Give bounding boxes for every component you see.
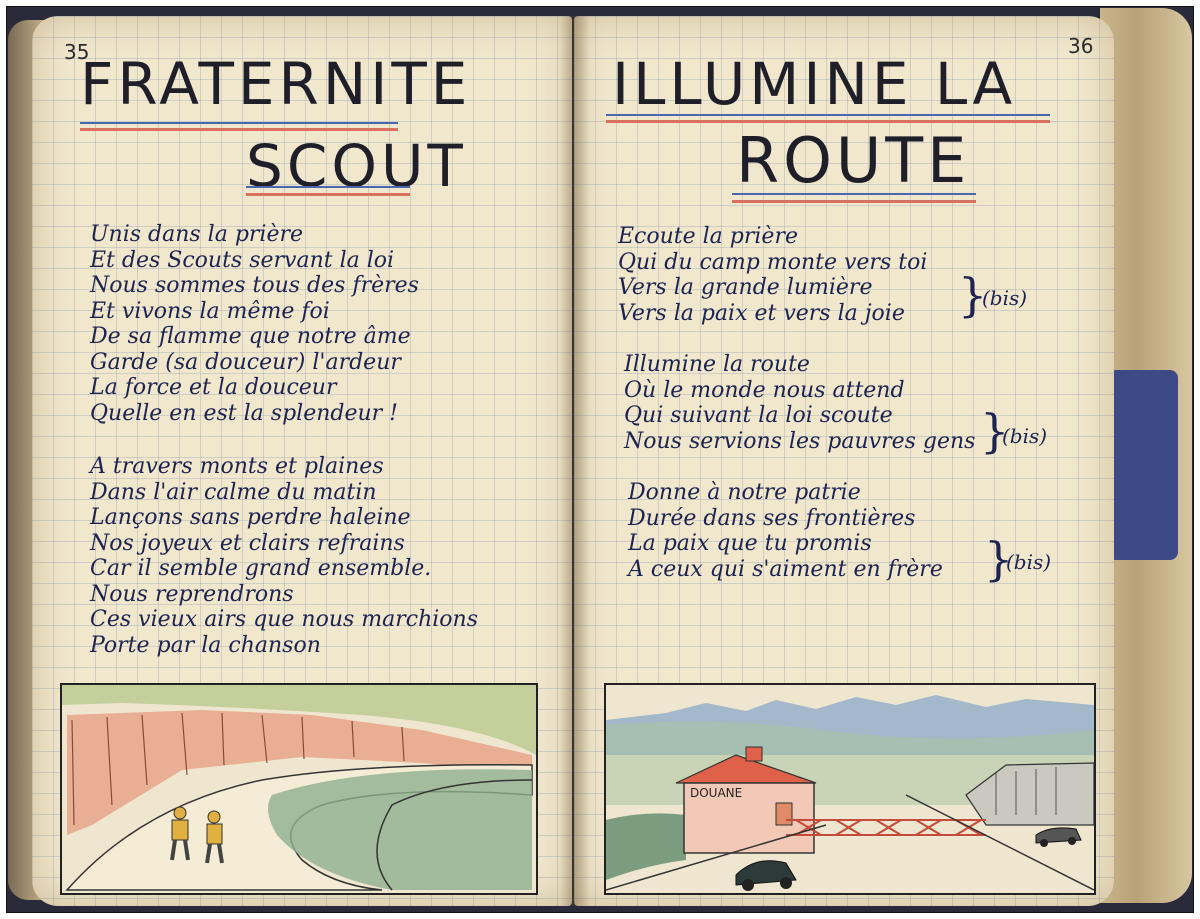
- verse-line: Ces vieux airs que nous marchions: [90, 607, 478, 632]
- verse-line: Dans l'air calme du matin: [90, 479, 377, 505]
- verse-line: Ecoute la prière: [618, 224, 798, 249]
- verse-line: Vers la paix et vers la joie: [618, 300, 905, 326]
- left-stanza-2: [90, 454, 478, 658]
- verse-line: Lançons sans perdre haleine: [90, 505, 411, 530]
- notebook-cover-tab: [1108, 370, 1178, 560]
- book-gutter: [560, 16, 590, 906]
- verse-line: Porte par la chanson: [90, 632, 321, 658]
- left-title-underline-red: [80, 128, 398, 131]
- right-stanza-1: [618, 224, 927, 326]
- right-stanza-1-brace: }: [958, 268, 988, 322]
- verse-line: Et des Scouts servant la loi: [90, 247, 395, 273]
- verse-line: Qui suivant la loi scoute: [624, 403, 893, 428]
- left-drawing-scouts: [60, 683, 538, 895]
- verse-line: La force et la douceur: [90, 375, 337, 400]
- right-title-underline-red: [606, 120, 1050, 123]
- left-title2-underline-blue: [246, 186, 410, 188]
- right-stanza-1-bis: (bis): [982, 286, 1028, 310]
- verse-line: Illumine la route: [624, 352, 810, 377]
- verse-line: Où le monde nous attend: [624, 377, 905, 403]
- verse-line: Et vivons la même foi: [90, 298, 330, 324]
- left-title2-underline-red: [246, 193, 410, 196]
- verse-line: La paix que tu promis: [628, 531, 872, 556]
- left-page-number: 35: [64, 40, 90, 64]
- verse-line: Qui du camp monte vers toi: [618, 249, 928, 275]
- right-title-line2: ROUTE: [736, 124, 971, 197]
- right-title-underline-blue: [606, 114, 1050, 116]
- right-stanza-2: [624, 352, 975, 454]
- verse-line: A travers monts et plaines: [90, 454, 384, 479]
- verse-line: Durée dans ses frontières: [628, 505, 916, 531]
- right-stanza-3: [628, 480, 943, 582]
- verse-line: Nos joyeux et clairs refrains: [90, 530, 405, 556]
- verse-line: Vers la grande lumière: [618, 275, 873, 300]
- verse-line: Unis dans la prière: [90, 222, 304, 247]
- right-stanza-3-brace: }: [984, 532, 1014, 586]
- left-title-line1: FRATERNITE: [80, 50, 472, 118]
- verse-line: Garde (sa douceur) l'ardeur: [90, 349, 401, 375]
- verse-line: A ceux qui s'aiment en frère: [628, 556, 943, 582]
- left-title-underline-blue: [80, 122, 398, 124]
- verse-line: Donne à notre patrie: [628, 480, 861, 505]
- verse-line: Nous sommes tous des frères: [90, 273, 419, 298]
- verse-line: De sa flamme que notre âme: [90, 324, 411, 349]
- right-title2-underline-red: [732, 200, 976, 203]
- verse-line: Car il semble grand ensemble.: [90, 556, 432, 581]
- right-drawing-customs: [604, 683, 1096, 895]
- right-page-number: 36: [1068, 34, 1094, 58]
- verse-line: Nous servions les pauvres gens: [624, 428, 976, 454]
- right-title2-underline-blue: [732, 193, 976, 195]
- verse-line: Nous reprendrons: [90, 581, 294, 607]
- verse-line: Quelle en est la splendeur !: [90, 400, 398, 426]
- customs-sign: DOUANE: [690, 786, 743, 800]
- left-title-line2: SCOUT: [246, 132, 467, 200]
- left-stanza-1: [90, 222, 419, 426]
- right-title-line1: ILLUMINE LA: [612, 50, 1017, 118]
- right-stanza-3-bis: (bis): [1006, 550, 1052, 574]
- right-stanza-2-bis: (bis): [1002, 424, 1048, 448]
- right-stanza-2-brace: }: [980, 404, 1010, 458]
